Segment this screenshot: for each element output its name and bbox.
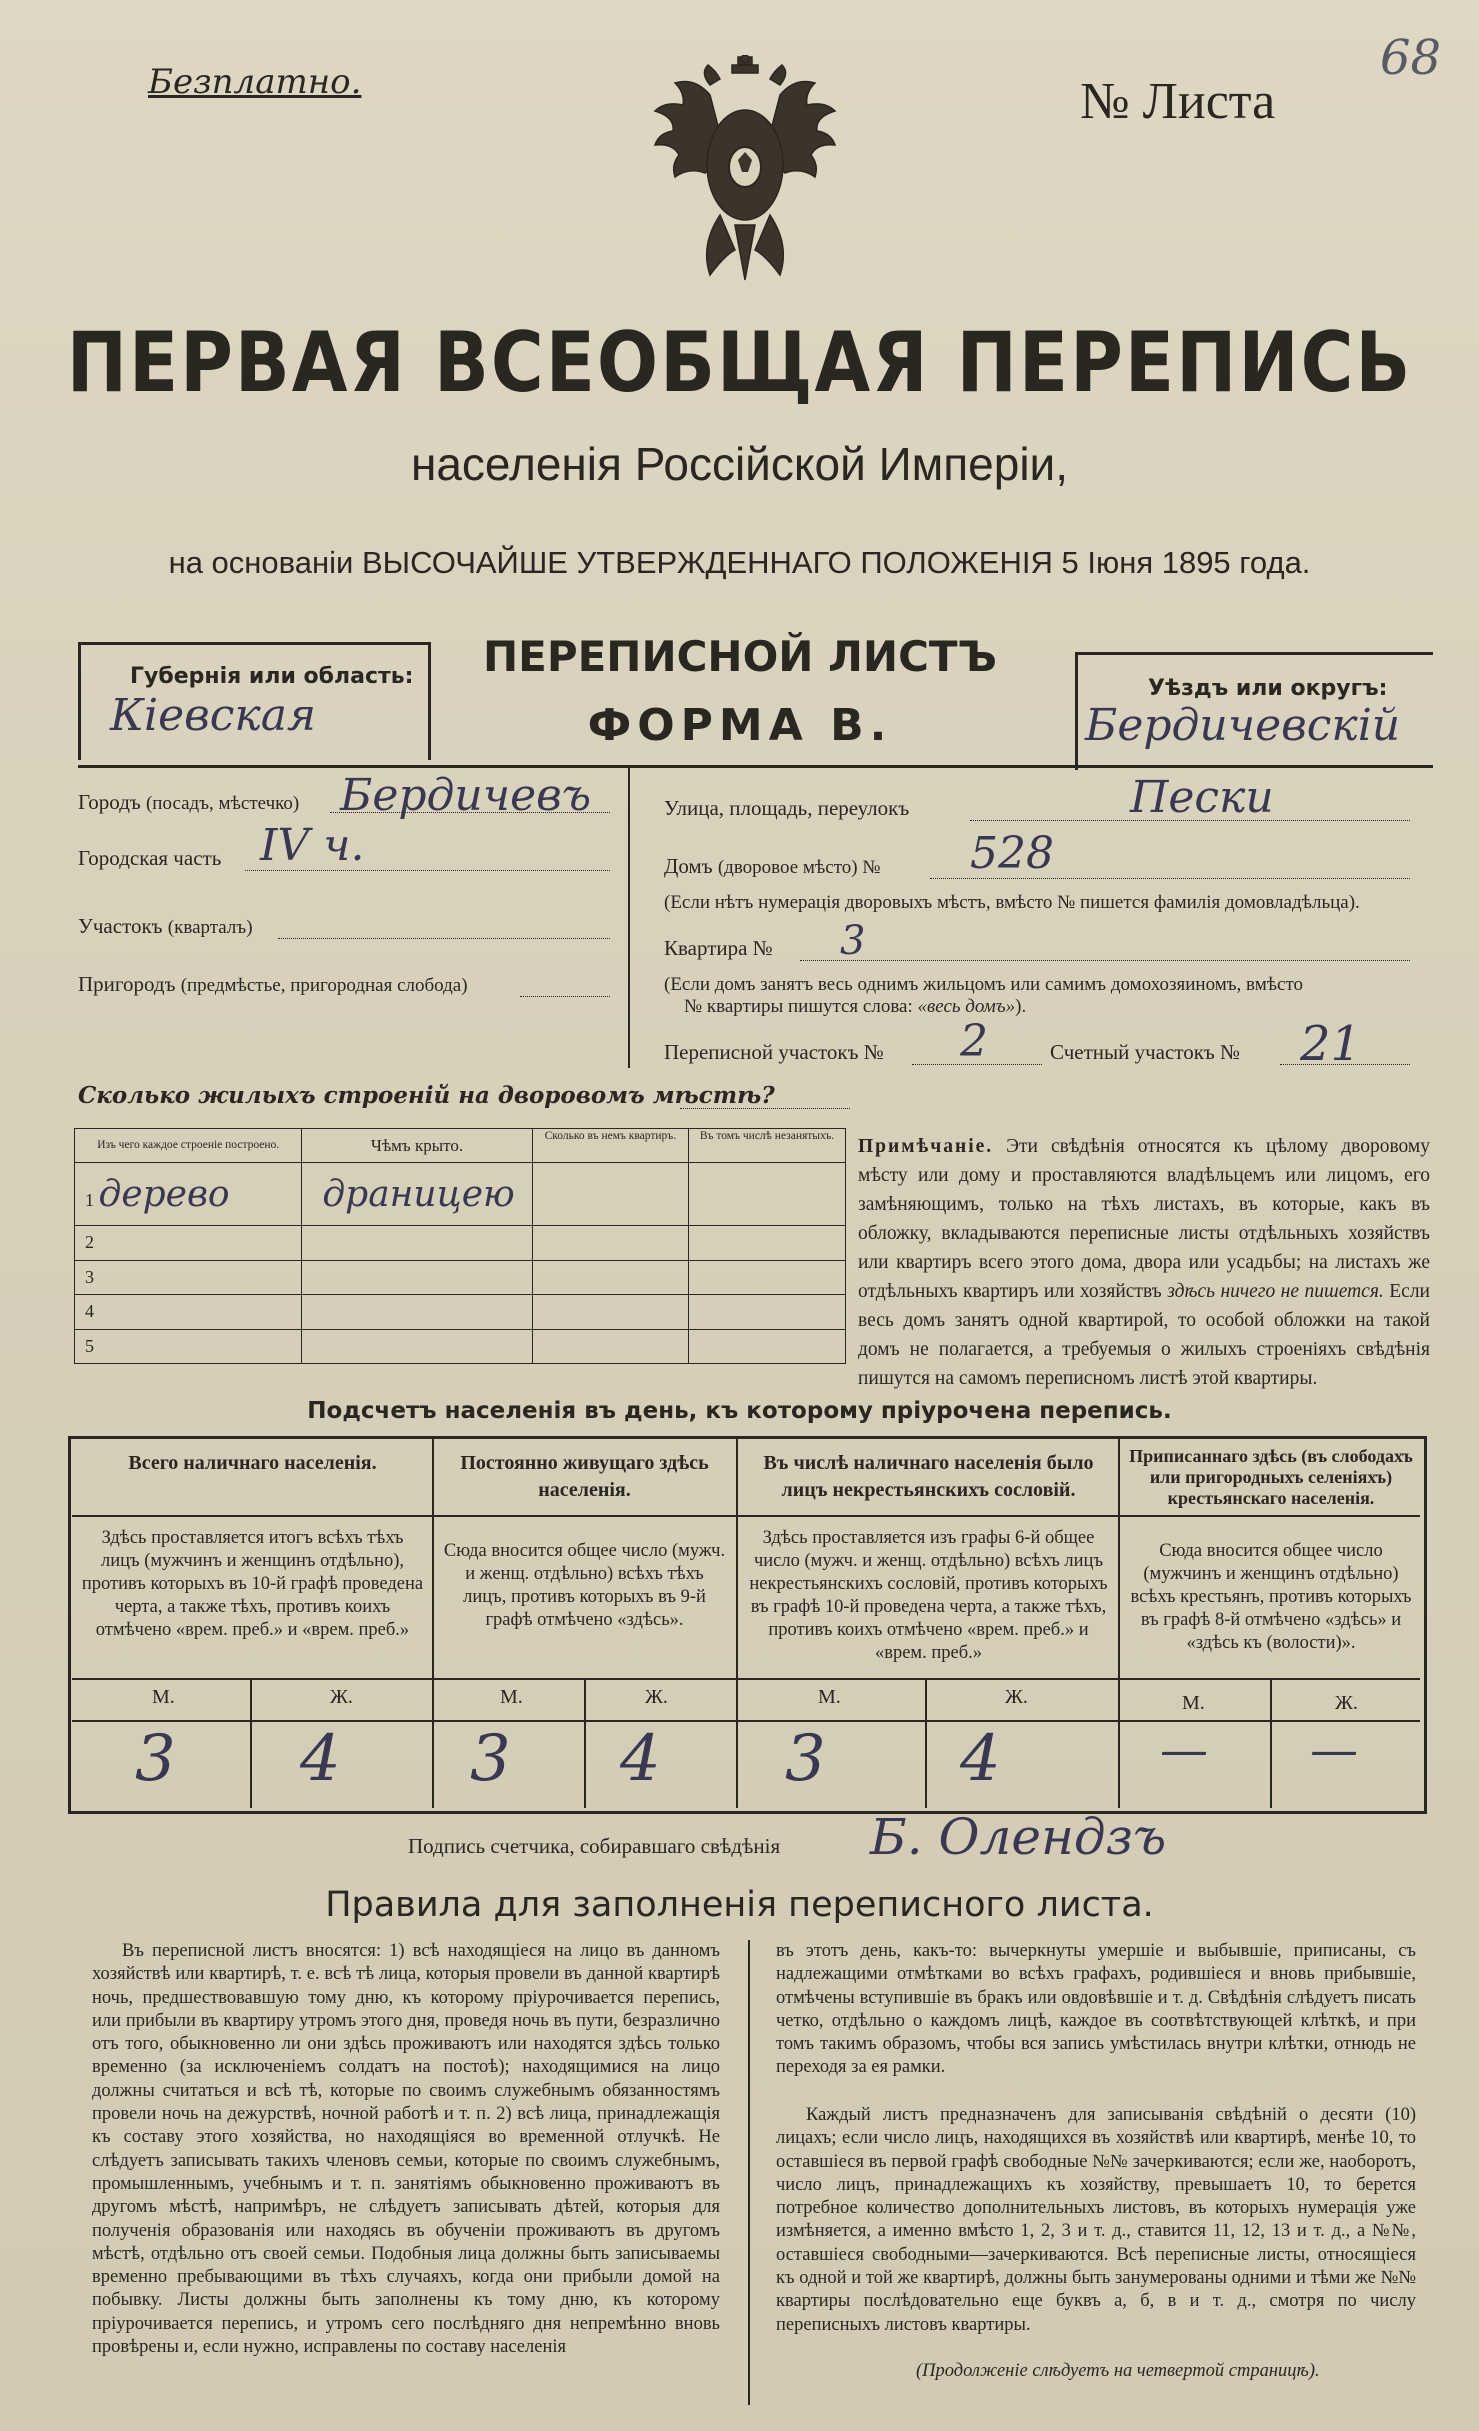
- house-note: (Если нѣтъ нумерація дворовыхъ мѣстъ, вмѣсто № пишется фамилія домовладѣльца).: [664, 892, 1360, 913]
- resident-female-value: 4: [620, 1722, 661, 1796]
- buildings-header-row: [75, 1129, 846, 1163]
- vacant-cell: [689, 1260, 846, 1294]
- district-value: Бердичевскій: [1085, 700, 1401, 751]
- rule: [1118, 1436, 1120, 1808]
- nonpeasant-male-value: 3: [785, 1722, 826, 1796]
- sheet-number: [1080, 72, 1275, 131]
- header-vacant: Въ томъ числѣ незанятыхъ.: [689, 1129, 846, 1163]
- header-apartments: Сколько въ немъ квартиръ.: [532, 1129, 688, 1163]
- m-label: М.: [152, 1686, 175, 1708]
- buildings-note: [858, 1132, 1430, 1393]
- census-area-value: 2: [960, 1016, 988, 1067]
- rule: [78, 765, 1433, 768]
- vacant-cell: [689, 1329, 846, 1363]
- nonpeasant-female-value: 4: [960, 1722, 1001, 1796]
- roof-cell: [302, 1295, 532, 1329]
- precinct-field: [78, 914, 253, 939]
- house-field: [664, 854, 880, 879]
- census-area-label: Переписной участокъ №: [664, 1040, 884, 1064]
- sheet-number-label: № Листа: [1080, 73, 1276, 130]
- rule: [1075, 652, 1078, 770]
- form-title: ПЕРЕПИСНОЙ ЛИСТЪ: [482, 632, 998, 681]
- building-row: [75, 1163, 846, 1226]
- row-number: 1: [85, 1189, 94, 1210]
- roof-cell: [302, 1329, 532, 1363]
- roof-value: драницею: [302, 1163, 532, 1226]
- count-col-1-text: Здѣсь проставляется итогъ всѣхъ тѣхъ лицъ (мужчинъ и женщинъ отдѣльно), противъ которыхъ въ 10-й графѣ проведена черта, а также тѣхъ, противъ коихъ отмѣчено «врем. преб.» и «врем. преб.»: [81, 1528, 424, 1640]
- rule: [736, 1436, 738, 1808]
- apartment-note-text: № квартиры пишутся слова:: [684, 996, 913, 1017]
- material-value: дерево: [98, 1173, 230, 1215]
- apartment-note-quote: «весь домъ»: [917, 996, 1016, 1017]
- city-label: Городъ: [78, 790, 141, 814]
- rule: [584, 1678, 586, 1808]
- apartment-note-2: [684, 996, 1026, 1018]
- note-text-italic: здѣсь ничего не пишется.: [1167, 1281, 1384, 1302]
- resident-male-value: 3: [470, 1722, 511, 1796]
- precinct-sublabel: (кварталъ): [167, 917, 253, 938]
- rule: [428, 642, 431, 760]
- header-roof: Чѣмъ крыто.: [302, 1129, 532, 1163]
- f-label: Ж.: [330, 1686, 353, 1708]
- suburb-label: Пригородъ: [78, 972, 176, 996]
- rule: [925, 1678, 927, 1808]
- apartments-cell: [532, 1260, 688, 1294]
- f-label: Ж.: [645, 1686, 668, 1708]
- rules-title: Правила для заполненія переписного листа.: [325, 1885, 1154, 1925]
- pencil-mark: 68: [1380, 30, 1442, 86]
- count-col-4-head: Приписаннаго здѣсь (въ слободахъ или пригородныхъ селеніяхъ) крестьянскаго населенія.: [1129, 1446, 1413, 1508]
- building-row: [75, 1295, 846, 1329]
- apartment-note-1: (Если домъ занятъ весь однимъ жильцомъ или самимъ домохозяиномъ, вмѣсто: [664, 974, 1304, 995]
- buildings-table: [74, 1128, 846, 1364]
- double-headed-eagle-emblem: [650, 55, 840, 285]
- count-col-2-head: Постоянно живущаго здѣсь населенія.: [460, 1452, 709, 1501]
- apartment-value: 3: [840, 918, 866, 964]
- vacant-cell: [689, 1163, 846, 1226]
- vacant-cell: [689, 1295, 846, 1329]
- province-label: Губернія или область:: [130, 664, 414, 689]
- m-label: М.: [500, 1686, 523, 1708]
- apartments-cell: [532, 1329, 688, 1363]
- street-value: Пески: [1130, 772, 1274, 823]
- suburb-sublabel: (предмѣстье, пригородная слобода): [180, 975, 468, 996]
- peasant-female-value: —: [1310, 1722, 1358, 1778]
- census-subtitle: населенія Россійской Имперіи,: [410, 438, 1069, 490]
- rules-continued: (Продолженіе слѣдуетъ на четвертой страницѣ).: [916, 2361, 1320, 2381]
- suburb-line: [520, 996, 610, 997]
- rule: [1270, 1678, 1272, 1808]
- roof-cell: [302, 1260, 532, 1294]
- rules-left-column: Въ переписной листъ вносятся: 1) всѣ находящіеся на лицо въ данномъ хозяйствѣ или квартирѣ, т. е. всѣ тѣ лица, которыя провели въ данной квартирѣ ночь, предшествовавшую тому дню, къ которому пріурочивается перепись, или прибыли въ квартиру утромъ этого дня, проведя ночь въ пути, безразлично отъ того, обыкновенно ли они здѣсь проживаютъ или находятся здѣсь только временно (за исключеніемъ солдатъ на постоѣ); находящимися на лицо должны считаться и всѣ тѣ, которые по своимъ служебнымъ обязанностямъ провели ночь на дежурствѣ, ночной работѣ и т. п. 2) всѣ лица, принадлежащія къ составу этого хозяйства, но находящіяся во временной отлучкѣ. Не слѣдуетъ записывать такихъ членовъ семьи, которые по своимъ служебнымъ, промышленнымъ, учебнымъ и т. п. занятіямъ обыкновенно проживаютъ въ другомъ мѣстѣ, напримѣръ, не слѣдуетъ записывать дѣтей, которыя для полученія образованія или находясь въ обученіи проживаютъ въ другомъ мѣстѣ, отдѣльно отъ своей семьи. Подобныя лица должны быть записываемы временно пребывающими въ тѣхъ случаяхъ, когда они прибыли домой на побывку. Листы должны быть заполнены къ тому дню, къ которому пріурочивается перепись, и утромъ сего послѣдняго дня непремѣнно вновь провѣрены и, если нужно, исправлены по составу населенія: [92, 1941, 720, 2358]
- row-number: 4: [75, 1295, 302, 1329]
- street-label: Улица, площадь, переулокъ: [664, 796, 910, 820]
- signature-value: Б. Олендзъ: [870, 1808, 1167, 1866]
- rule: [78, 642, 81, 760]
- note-head: Примѣчаніе.: [858, 1136, 994, 1157]
- row-number: 2: [75, 1226, 302, 1260]
- rule: [72, 1515, 1420, 1517]
- rule: [78, 642, 430, 645]
- city-part-label: Городская часть: [78, 846, 222, 870]
- census-title: ПЕРВАЯ ВСЕОБЩАЯ ПЕРЕПИСЬ: [66, 313, 1413, 411]
- note-text-2: Если весь домъ занятъ одной квартирой, то особой обложки на такой домъ не полагается, а требуемыя о жилыхъ строеніяхъ свѣдѣнія пишутся на самомъ переписномъ листѣ этой квартиры.: [858, 1281, 1430, 1389]
- signature-label: Подпись счетчика, собиравшаго свѣдѣнія: [408, 1834, 781, 1858]
- rule: [628, 768, 630, 1068]
- m-label: М.: [1182, 1692, 1205, 1714]
- apartments-cell: [532, 1295, 688, 1329]
- count-col-3-head: Въ числѣ наличнаго населенія было лицъ некрестьянскихъ сословій.: [763, 1452, 1094, 1501]
- count-col-4-text: Сюда вносится общее число (мужчинъ и женщинъ отдѣльно) всѣхъ крестьянъ, противъ которыхъ въ графѣ 8-й отмѣчено «здѣсь» и «здѣсь къ (волости)».: [1130, 1541, 1412, 1653]
- apartments-cell: [532, 1226, 688, 1260]
- header-material: Изъ чего каждое строеніе построено.: [75, 1129, 302, 1163]
- apartment-note-end: ).: [1015, 996, 1027, 1017]
- count-col-3-text: Здѣсь проставляется изъ графы 6-й общее число (мужч. и женщ. отдѣльно) всѣхъ лицъ некрестьянскихъ сословій, противъ которыхъ въ графѣ 10-й проведена черта, а также тѣхъ, противъ коихъ отмѣчено «врем. преб.» и «врем. преб.»: [749, 1528, 1108, 1663]
- f-label: Ж.: [1335, 1692, 1358, 1714]
- vacant-cell: [689, 1226, 846, 1260]
- rules-right-column-2: Каждый листъ предназначенъ для записыванія свѣдѣній о десяти (10) лицахъ; если число лицъ, находящихся въ хозяйствѣ или квартирѣ, менѣе 10, то оставшіеся въ первой графѣ свободные №№ зачеркиваются; если же, наоборотъ, число лицъ, принадлежащихъ къ хозяйству, превышаетъ 10, то берется потребное количество дополнительныхъ листовъ, въ которыхъ нумерація уже измѣняется, а именно вмѣсто 1, 2, 3 и т. д., ставится 11, 12, 13 и т. д., а №№, оставшіеся свободными—зачеркиваются. Всѣ переписные листы, относящіеся къ одной и той же квартирѣ, должны быть занумерованы одними и тѣми же №№ квартиры послѣдовательно еще буквъ а, б, в и т. д., смотря по числу переписныхъ листовъ квартиры.: [776, 2105, 1416, 2335]
- row-number: 5: [75, 1329, 302, 1363]
- rule: [250, 1678, 252, 1808]
- rule: [1075, 652, 1433, 655]
- rule: [72, 1720, 1420, 1722]
- roof-cell: [302, 1226, 532, 1260]
- buildings-question: Сколько жилыхъ строеній на дворовомъ мѣстѣ?: [78, 1082, 775, 1109]
- building-row-material-cell: [75, 1163, 302, 1226]
- peasant-male-value: —: [1160, 1722, 1208, 1778]
- city-field: [78, 790, 299, 815]
- m-label: М.: [818, 1686, 841, 1708]
- province-value: Кіевская: [110, 690, 317, 741]
- rule: [432, 1436, 434, 1808]
- count-col-2-text: Сюда вносится общее число (мужч. и женщ. отдѣльно) всѣхъ тѣхъ лицъ, противъ которыхъ въ 9-й графѣ отмѣчено «здѣсь».: [443, 1541, 726, 1630]
- city-part-value: IV ч.: [260, 820, 365, 871]
- note-text-1: Эти свѣдѣнія относятся къ цѣлому дворовому мѣсту или дому и проставляются владѣльцемъ или лицомъ, его замѣняющимъ, только на тѣхъ листахъ, въ которые, какъ въ обложку, вкладываются переписные листы отдѣльныхъ хозяйствъ или квартиръ всего этого дома, двора или усадьбы; на листахъ же отдѣльныхъ квартиръ или хозяйствъ: [858, 1136, 1430, 1302]
- building-row: [75, 1329, 846, 1363]
- house-value: 528: [970, 828, 1054, 879]
- apartment-label: Квартира №: [664, 936, 773, 960]
- rules-right-column-1: въ этотъ день, какъ-то: вычеркнуты умершіе и выбывшіе, приписаны, съ надлежащими отмѣтками во всѣхъ графахъ, родившіеся и вновь прибывшіе, отмѣчены вступившіе въ бракъ или овдовѣвшіе и т. д. Свѣдѣнія слѣдуетъ писать четко, отдѣльно о каждомъ лицѣ, каждое въ соотвѣтствующей клѣткѣ, и при томъ такимъ образомъ, чтобы вся запись умѣстилась внутри клѣтки, отнюдь не переходя за ея рамки.: [776, 1941, 1416, 2078]
- house-label: Домъ: [664, 854, 713, 878]
- row-number: 3: [75, 1260, 302, 1294]
- rule: [72, 1678, 1420, 1680]
- district-label: Уѣздъ или округъ:: [1148, 676, 1388, 701]
- precinct-line: [278, 938, 610, 939]
- building-row: [75, 1226, 846, 1260]
- building-row: [75, 1260, 846, 1294]
- house-sublabel: (дворовое мѣсто) №: [717, 857, 881, 878]
- legal-basis: на основаніи ВЫСОЧАЙШЕ УТВЕРЖДЕННАГО ПОЛОЖЕНІЯ 5 Іюня 1895 года.: [168, 545, 1311, 580]
- precinct-label: Участокъ: [78, 914, 163, 938]
- city-sublabel: (посадъ, мѣстечко): [145, 793, 300, 814]
- buildings-line: [680, 1108, 850, 1109]
- total-female-value: 4: [300, 1722, 341, 1796]
- apartments-cell: [532, 1163, 688, 1226]
- f-label: Ж.: [1005, 1686, 1028, 1708]
- count-area-label: Счетный участокъ №: [1050, 1040, 1241, 1064]
- total-male-value: 3: [135, 1722, 176, 1796]
- free-label: Безплатно.: [148, 62, 362, 102]
- form-letter: ФОРМА В.: [587, 700, 893, 751]
- count-area-value: 21: [1300, 1016, 1362, 1072]
- suburb-field: [78, 972, 468, 997]
- apartment-line: [800, 960, 1410, 961]
- count-col-1-head: Всего наличнаго населенія.: [128, 1452, 377, 1474]
- count-title: Подсчетъ населенія въ день, къ которому пріурочена перепись.: [307, 1398, 1172, 1424]
- rule: [748, 1940, 750, 2405]
- city-value: Бердичевъ: [340, 770, 592, 821]
